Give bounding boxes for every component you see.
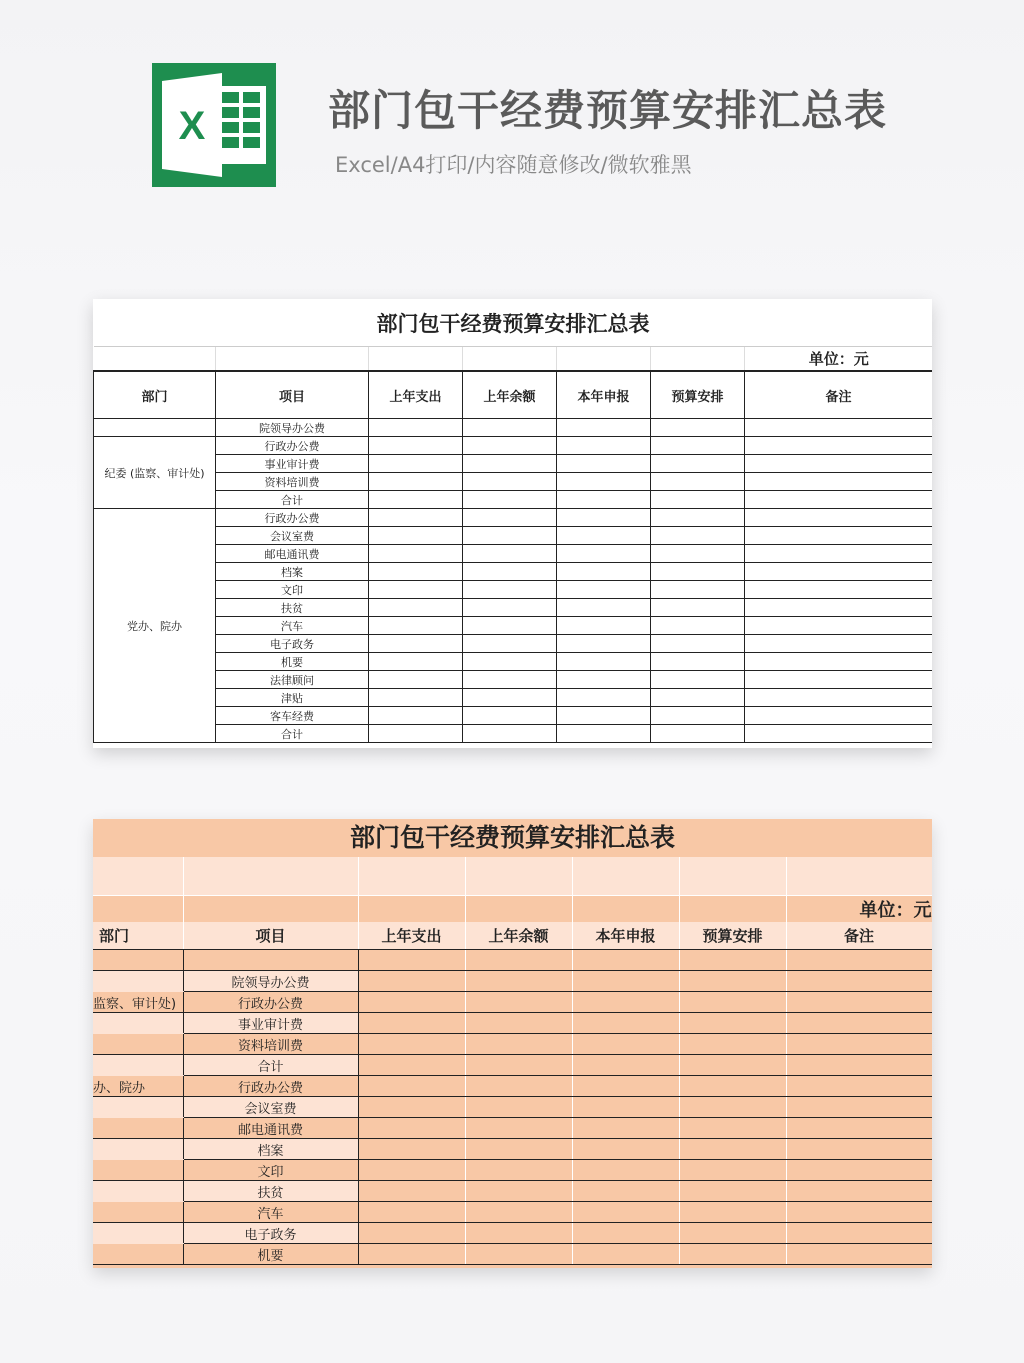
table-row [93,1223,932,1244]
value-cell[interactable] [786,992,932,1013]
value-cell[interactable] [369,455,463,473]
dept-cell: 纪委 (监察、审计处) [94,437,216,509]
value-cell[interactable] [465,1118,572,1139]
table-row [93,1181,932,1202]
value-cell[interactable] [745,599,933,617]
value-cell[interactable] [463,671,557,689]
value-cell[interactable] [358,1034,465,1055]
blank-cell [183,857,358,896]
value-cell[interactable] [369,437,463,455]
value-cell[interactable] [369,563,463,581]
item-cell: 扶贫 [183,1181,358,1202]
value-cell[interactable] [465,1181,572,1202]
column-header: 上年支出 [369,371,463,419]
table-row [93,1244,932,1265]
blank-cell [183,896,358,923]
value-cell[interactable] [745,671,933,689]
table-title: 部门包干经费预算安排汇总表 [94,299,933,347]
value-cell[interactable] [786,1181,932,1202]
value-cell[interactable] [358,1013,465,1034]
value-cell[interactable] [572,1223,679,1244]
blank-cell [679,950,786,971]
value-cell[interactable] [465,971,572,992]
column-header: 本年申报 [557,371,651,419]
value-cell[interactable] [557,527,651,545]
value-cell[interactable] [463,545,557,563]
blank-cell [572,950,679,971]
dept-cell [93,1055,183,1076]
value-cell[interactable] [679,1244,786,1265]
value-cell[interactable] [651,563,745,581]
item-cell: 津贴 [216,689,369,707]
blank-cell [94,347,216,372]
page-subtitle: Excel/A4打印/内容随意修改/微软雅黑 [335,153,692,177]
value-cell[interactable] [679,1181,786,1202]
value-cell[interactable] [358,992,465,1013]
value-cell[interactable] [465,1034,572,1055]
item-cell: 机要 [216,653,369,671]
blank-cell [93,857,183,896]
value-cell[interactable] [557,581,651,599]
blank-cell [463,347,557,372]
value-cell[interactable] [572,1076,679,1097]
value-cell[interactable] [572,1160,679,1181]
blank-cell [358,896,465,923]
table-row [94,653,933,671]
value-cell[interactable] [557,419,651,437]
item-cell: 电子政务 [216,635,369,653]
value-cell[interactable] [463,473,557,491]
item-cell: 事业审计费 [216,455,369,473]
value-cell[interactable] [679,1160,786,1181]
value-cell[interactable] [463,437,557,455]
excel-icon [152,63,276,187]
table-row [93,1076,932,1097]
value-cell[interactable] [557,455,651,473]
header-row [93,922,932,950]
value-cell[interactable] [786,1097,932,1118]
value-cell[interactable] [651,545,745,563]
value-cell[interactable] [463,581,557,599]
value-cell[interactable] [745,725,933,743]
value-cell[interactable] [651,491,745,509]
item-cell: 文印 [183,1160,358,1181]
dept-cell: 监察、审计处) [93,992,183,1013]
table-row [94,473,933,491]
dept-cell [93,1139,183,1160]
value-cell[interactable] [786,1118,932,1139]
value-cell[interactable] [786,1139,932,1160]
value-cell[interactable] [463,563,557,581]
table-row [94,599,933,617]
item-cell: 邮电通讯费 [183,1118,358,1139]
value-cell[interactable] [651,527,745,545]
value-cell[interactable] [572,1118,679,1139]
unit-label: 单位：元 [786,896,932,923]
value-cell[interactable] [465,1055,572,1076]
blank-cell [786,950,932,971]
table-body [93,950,932,1265]
dept-cell: 办、院办 [93,1076,183,1097]
item-cell: 汽车 [216,617,369,635]
blank-cell [93,896,183,923]
value-cell[interactable] [358,1181,465,1202]
item-cell: 院领导办公费 [183,971,358,992]
value-cell[interactable] [745,707,933,725]
item-cell: 邮电通讯费 [216,545,369,563]
value-cell[interactable] [369,689,463,707]
value-cell[interactable] [463,599,557,617]
value-cell[interactable] [745,689,933,707]
item-cell: 客车经费 [216,707,369,725]
page-title: 部门包干经费预算安排汇总表 [328,86,888,135]
value-cell[interactable] [358,1118,465,1139]
value-cell[interactable] [679,1076,786,1097]
dept-cell [93,1223,183,1244]
value-cell[interactable] [358,971,465,992]
value-cell[interactable] [557,617,651,635]
value-cell[interactable] [651,419,745,437]
value-cell[interactable] [557,653,651,671]
table-row [94,635,933,653]
value-cell[interactable] [572,1202,679,1223]
item-cell: 合计 [183,1055,358,1076]
dept-cell [93,1181,183,1202]
value-cell[interactable] [572,1097,679,1118]
svg-text:X: X [178,104,206,148]
item-cell: 资料培训费 [183,1034,358,1055]
value-cell[interactable] [358,1097,465,1118]
item-cell: 档案 [183,1139,358,1160]
item-cell: 合计 [216,491,369,509]
table-row [94,419,933,437]
value-cell[interactable] [786,1202,932,1223]
value-cell[interactable] [463,707,557,725]
value-cell[interactable] [572,1013,679,1034]
value-cell[interactable] [679,992,786,1013]
table-row [94,527,933,545]
item-cell: 行政办公费 [183,1076,358,1097]
table-title: 部门包干经费预算安排汇总表 [93,819,932,857]
blank-cell [572,857,679,896]
value-cell[interactable] [465,1013,572,1034]
blank-cell [786,857,932,896]
value-cell[interactable] [745,491,933,509]
table-row [94,509,933,527]
column-header: 备注 [786,922,932,950]
value-cell[interactable] [463,491,557,509]
blank-cell [465,896,572,923]
value-cell[interactable] [369,635,463,653]
blank-cell [358,950,465,971]
value-cell[interactable] [463,617,557,635]
value-cell[interactable] [786,1160,932,1181]
value-cell[interactable] [463,509,557,527]
value-cell[interactable] [358,1055,465,1076]
value-cell[interactable] [786,1013,932,1034]
value-cell[interactable] [465,1160,572,1181]
value-cell[interactable] [786,1076,932,1097]
value-cell[interactable] [679,1097,786,1118]
item-cell: 扶贫 [216,599,369,617]
excel-logo [152,63,276,187]
dept-cell [93,1118,183,1139]
table-row [93,1097,932,1118]
blank-cell [679,896,786,923]
table-row [94,563,933,581]
table-body [94,419,933,743]
table-row [94,725,933,743]
value-cell[interactable] [679,1055,786,1076]
blank-cell [572,896,679,923]
value-cell[interactable] [465,1097,572,1118]
column-header: 项目 [216,371,369,419]
table-row [94,617,933,635]
value-cell[interactable] [369,419,463,437]
value-cell[interactable] [679,1118,786,1139]
dept-cell [93,971,183,992]
value-cell[interactable] [557,509,651,527]
column-header: 预算安排 [651,371,745,419]
table-row [93,992,932,1013]
table-row [93,1202,932,1223]
item-cell: 合计 [216,725,369,743]
value-cell[interactable] [369,473,463,491]
item-cell: 汽车 [183,1202,358,1223]
value-cell[interactable] [358,1244,465,1265]
table-row [94,437,933,455]
value-cell[interactable] [369,617,463,635]
value-cell[interactable] [745,455,933,473]
item-cell: 会议室费 [216,527,369,545]
value-cell[interactable] [557,707,651,725]
table-row [94,491,933,509]
value-cell[interactable] [572,1181,679,1202]
value-cell[interactable] [745,545,933,563]
value-cell[interactable] [369,527,463,545]
value-cell[interactable] [572,1244,679,1265]
value-cell[interactable] [557,689,651,707]
value-cell[interactable] [651,617,745,635]
value-cell[interactable] [557,437,651,455]
column-header: 部门 [94,371,216,419]
table-row [94,455,933,473]
value-cell[interactable] [745,473,933,491]
value-cell[interactable] [465,1076,572,1097]
value-cell[interactable] [651,707,745,725]
table-row [93,1160,932,1181]
column-header: 上年余额 [465,922,572,950]
value-cell[interactable] [557,671,651,689]
value-cell[interactable] [557,563,651,581]
item-cell: 电子政务 [183,1223,358,1244]
table-row [94,707,933,725]
table-row [94,581,933,599]
table-row [93,971,932,992]
value-cell[interactable] [358,1076,465,1097]
unit-label: 单位：元 [808,350,869,368]
value-cell[interactable] [572,1034,679,1055]
value-cell[interactable] [369,545,463,563]
value-cell[interactable] [745,563,933,581]
value-cell[interactable] [651,509,745,527]
value-cell[interactable] [369,653,463,671]
item-cell: 事业审计费 [183,1013,358,1034]
value-cell[interactable] [572,1055,679,1076]
value-cell[interactable] [745,509,933,527]
item-cell: 资料培训费 [216,473,369,491]
blank-cell [465,950,572,971]
value-cell[interactable] [651,653,745,671]
value-cell[interactable] [369,491,463,509]
value-cell[interactable] [745,527,933,545]
sheet-preview-peach [93,819,932,1268]
table-row [94,545,933,563]
value-cell[interactable] [651,689,745,707]
value-cell[interactable] [463,635,557,653]
value-cell[interactable] [679,1013,786,1034]
header-row [94,371,933,419]
item-cell: 院领导办公费 [216,419,369,437]
value-cell[interactable] [465,992,572,1013]
value-cell[interactable] [651,581,745,599]
value-cell[interactable] [369,509,463,527]
value-cell[interactable] [786,971,932,992]
dept-cell [93,1244,183,1265]
column-header: 部门 [93,922,183,950]
dept-cell: 党办、院办 [94,509,216,743]
value-cell[interactable] [786,1055,932,1076]
value-cell[interactable] [465,1223,572,1244]
value-cell[interactable] [786,1223,932,1244]
value-cell[interactable] [745,617,933,635]
budget-table [93,857,932,1265]
value-cell[interactable] [358,1223,465,1244]
blank-cell [183,950,358,971]
value-cell[interactable] [465,1244,572,1265]
column-header: 预算安排 [679,922,786,950]
value-cell[interactable] [369,725,463,743]
blank-cell [93,950,183,971]
item-cell: 法律顾问 [216,671,369,689]
table-row [93,950,932,971]
value-cell[interactable] [745,581,933,599]
value-cell[interactable] [786,1034,932,1055]
item-cell: 档案 [216,563,369,581]
table-row [93,1013,932,1034]
value-cell[interactable] [572,992,679,1013]
blank-cell [465,857,572,896]
value-cell[interactable] [745,419,933,437]
item-cell: 机要 [183,1244,358,1265]
blank-cell [358,857,465,896]
dept-cell [93,1202,183,1223]
value-cell[interactable] [358,1202,465,1223]
value-cell[interactable] [679,1139,786,1160]
value-cell[interactable] [369,581,463,599]
value-cell[interactable] [679,1202,786,1223]
value-cell[interactable] [358,1160,465,1181]
item-cell: 行政办公费 [183,992,358,1013]
item-cell: 会议室费 [183,1097,358,1118]
value-cell[interactable] [557,473,651,491]
value-cell[interactable] [557,725,651,743]
sheet-preview-white [93,299,932,748]
dept-cell [93,1097,183,1118]
value-cell[interactable] [463,419,557,437]
value-cell[interactable] [745,437,933,455]
value-cell[interactable] [557,491,651,509]
value-cell[interactable] [651,473,745,491]
table-row [93,1118,932,1139]
dept-cell [94,419,216,437]
blank-cell [557,347,651,372]
table-row [94,689,933,707]
value-cell[interactable] [465,1202,572,1223]
blank-cell [651,347,745,372]
value-cell[interactable] [465,1139,572,1160]
dept-cell [93,1160,183,1181]
item-cell: 文印 [216,581,369,599]
value-cell[interactable] [651,599,745,617]
item-cell: 行政办公费 [216,509,369,527]
column-header: 上年支出 [358,922,465,950]
table-row [93,1055,932,1076]
value-cell[interactable] [745,635,933,653]
dept-cell [93,1013,183,1034]
value-cell[interactable] [463,455,557,473]
column-header: 项目 [183,922,358,950]
value-cell[interactable] [786,1244,932,1265]
table-row [94,671,933,689]
blank-cell [216,347,369,372]
column-header: 上年余额 [463,371,557,419]
value-cell[interactable] [572,1139,679,1160]
value-cell[interactable] [651,671,745,689]
value-cell[interactable] [369,707,463,725]
value-cell[interactable] [679,1034,786,1055]
value-cell[interactable] [369,671,463,689]
value-cell[interactable] [557,599,651,617]
value-cell[interactable] [463,653,557,671]
value-cell[interactable] [463,725,557,743]
value-cell[interactable] [651,437,745,455]
value-cell[interactable] [745,653,933,671]
budget-table [93,299,932,743]
value-cell[interactable] [679,971,786,992]
value-cell[interactable] [463,527,557,545]
column-header: 备注 [745,371,933,419]
table-row [93,1034,932,1055]
blank-cell [369,347,463,372]
value-cell[interactable] [369,599,463,617]
value-cell[interactable] [651,725,745,743]
table-row [93,1139,932,1160]
item-cell: 行政办公费 [216,437,369,455]
value-cell[interactable] [358,1139,465,1160]
dept-cell [93,1034,183,1055]
blank-cell [679,857,786,896]
value-cell[interactable] [651,635,745,653]
value-cell[interactable] [557,545,651,563]
value-cell[interactable] [557,635,651,653]
value-cell[interactable] [572,971,679,992]
value-cell[interactable] [651,455,745,473]
value-cell[interactable] [463,689,557,707]
value-cell[interactable] [679,1223,786,1244]
column-header: 本年申报 [572,922,679,950]
